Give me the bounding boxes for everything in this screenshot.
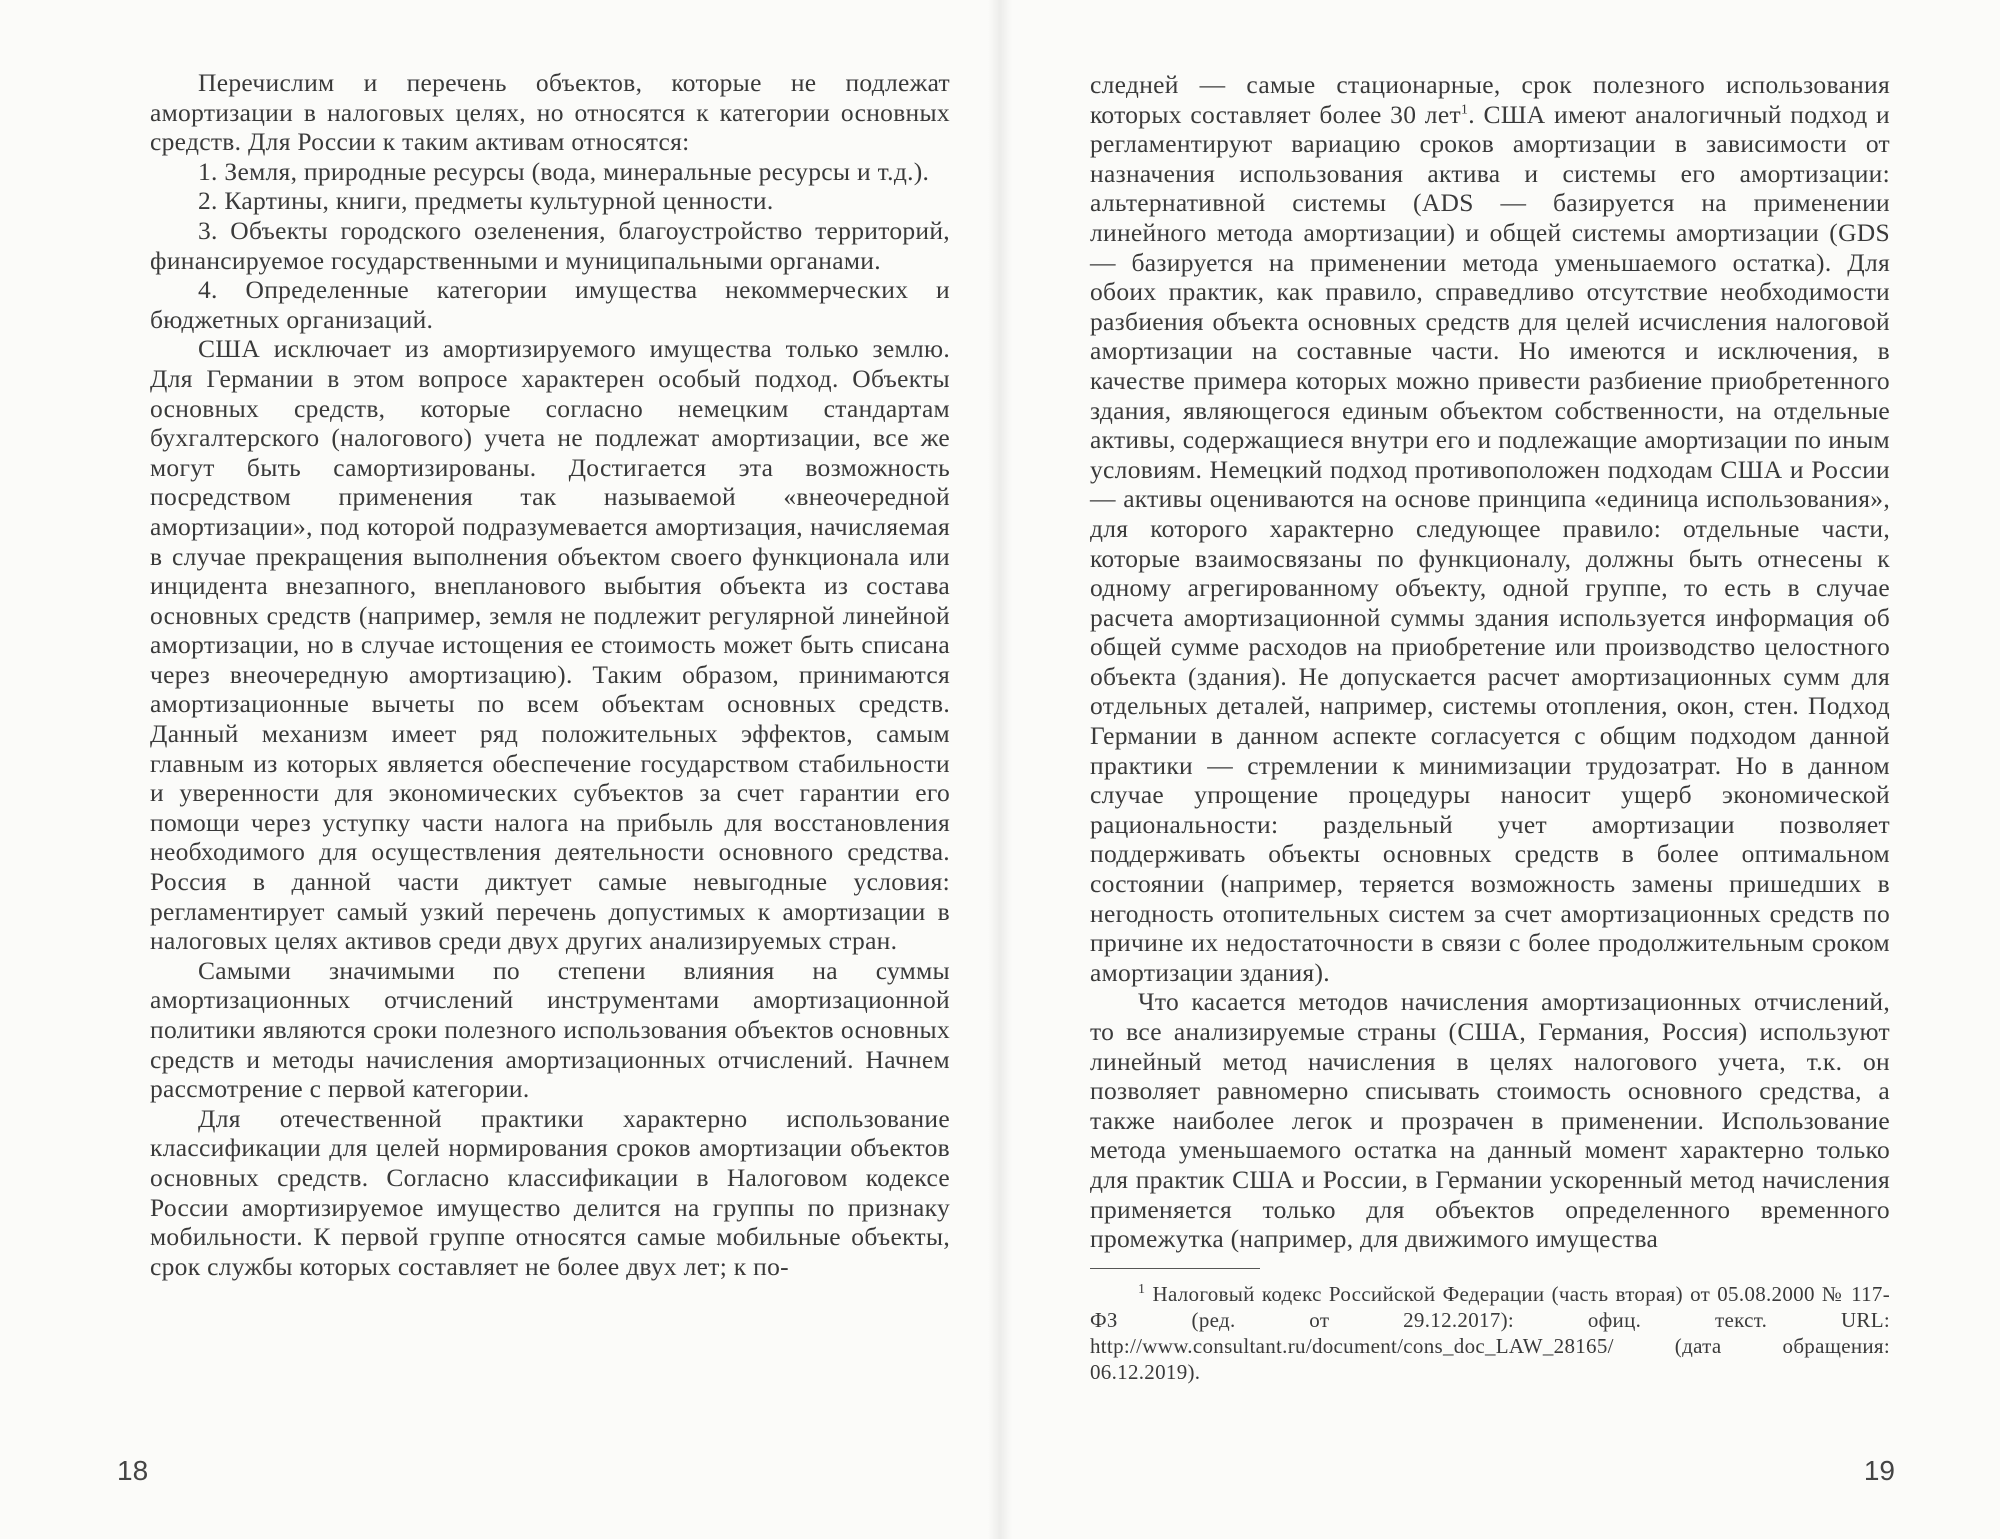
list-item: 2. Картины, книги, предметы культурной ценности.	[198, 186, 774, 216]
paragraph: Самыми значимыми по степени влияния на суммы амортизационных отчислений инструментами амортизационной политики являются сроки полезного использования объектов основных средств и методы начисления амортизационных отчислений. Начнем рассмотрение с первой категории.	[150, 955, 950, 1104]
footnote-reference: 1	[1460, 102, 1469, 118]
list-item: 3. Объекты городского озеленения, благоустройство территорий, финансируемое государственными и муниципальными органами.	[150, 215, 950, 275]
page-number-right: 19	[1863, 1455, 1895, 1486]
list-item: 4. Определенные категории имущества некоммерческих и бюджетных организаций.	[150, 275, 950, 334]
paragraph: Что касается методов начисления амортизационных отчислений, то все анализируемые страны (США, Германия, Россия) используют линейный метод начисления в целях налогового учета, т.к. он позволяет равномерно списывать стоимость основного средства, а также наиболее легок и прозрачен в применении. Использование метода уменьшаемого остатка на данный момент характерно только для практик США и России, в Германии ускоренный метод начисления применяется только для объектов определенного временного промежутка (например, для движимого имущества	[1090, 987, 1890, 1254]
paragraph-text: . США имеют аналогичный подход и регламентируют вариацию сроков амортизации в зависимости от назначения использования актива и системы его амортизации: альтернативной системы (ADS — базируется на применении линейного метода амортизации) и общей системы амортизации (GDS — базируется на применении метода уменьшаемого остатка). Для обоих практик, как правило, справедливо отсутствие необходимости разбиения объекта основных средств для целей исчисления налоговой амортизации на составные части. Но имеются и исключения, в качестве примера которых можно привести разбиение приобретенного здания, являющегося единым объектом собственности, на отдельные активы, содержащиеся внутри его и подлежащие амортизации по иным условиям. Немецкий подход противоположен подходам США и России — активы оцениваются на основе принципа «единица использования», для которого характерно следующее правило: отдельные части, которые взаимосвязаны по функционалу, должны быть отнесены к одному агрегированному объекту, одной группе, то есть в случае расчета амортизационной суммы здания используется информация об общей сумме расходов на приобретение или производство целостного объекта (здания). Не допускается расчет амортизационных сумм для отдельных деталей, например, системы отопления, окон, стен. Подход Германии в данном аспекте согласуется с общим подходом данной практики — стремлении к минимизации трудозатрат. Но в данном случае упрощение процедуры наносит ущерб экономической рациональности: раздельный учет амортизации позволяет поддерживать объекты основных средств в более оптимальном состоянии (например, теряется возможность замены пришедших в негодность отопительных систем за счет амортизационных средств по причине их недостаточности в связи с более продолжительным сроком амортизации здания).	[1090, 99, 1890, 987]
paragraph: США исключает из амортизируемого имущества только землю. Для Германии в этом вопросе характерен особый подход. Объекты основных средств, которые согласно немецким стандартам бухгалтерского (налогового) учета не подлежат амортизации, все же могут быть самортизированы. Достигается эта возможность посредством применения так называемой «внеочередной амортизации», под которой подразумевается амортизация, начисляемая в случае прекращения выполнения объектом своего функционала или инцидента внезапного, внепланового выбытия объекта из состава основных средств (например, земля не подлежит регулярной линейной амортизации, но в случае истощения ее стоимость может быть списана через внеочередную амортизацию). Таким образом, принимаются амортизационные вычеты по всем объектам основных средств. Данный механизм имеет ряд положительных эффектов, самым главным из которых является обеспечение государством стабильности и уверенности для экономических субъектов за счет гарантии его помощи через уступку части налога на прибыль для восстановления необходимого для осуществления деятельности основного средства. Россия в данной части диктует самые невыгодные условия: регламентирует самый узкий перечень допустимых к амортизации в налоговых целях активов среди двух других анализируемых стран.	[150, 334, 950, 956]
right-page-text	[1090, 70, 1890, 1385]
footnote	[1090, 1281, 1890, 1385]
paragraph	[1090, 70, 1890, 987]
footnote-text: Налоговый кодекс Российской Федерации (часть вторая) от 05.08.2000 № 117-ФЗ (ред. от 29.12.2017): офиц. текст. URL: http://www.consultant.ru/document/cons_doc_LAW_28165/ (дата обращения: 06.12.2019).	[1090, 1281, 1890, 1384]
paragraph: Для отечественной практики характерно использование классификации для целей нормирования сроков амортизации объектов основных средств. Согласно классификации в Налоговом кодексе России амортизируемое имущество делится на группы по признаку мобильности. К первой группе относятся самые мобильные объекты, срок службы которых составляет не более двух лет; к по-	[150, 1103, 950, 1281]
page-number-left: 18	[117, 1455, 149, 1486]
left-page-text	[150, 68, 950, 1281]
book-gutter	[988, 0, 1012, 1539]
paragraph: Перечислим и перечень объектов, которые не подлежат амортизации в налоговых целях, но относятся к категории основных средств. Для России к таким активам относятся:	[150, 68, 950, 157]
paragraph-text: следней — самые стационарные, срок полезного использования которых составляет более 30 лет	[1090, 70, 1890, 129]
footnote-divider	[1090, 1268, 1260, 1269]
footnote-marker: 1	[1138, 1281, 1146, 1297]
right-page	[1000, 0, 2000, 1539]
list-item: 1. Земля, природные ресурсы (вода, минеральные ресурсы и т.д.).	[198, 156, 930, 186]
